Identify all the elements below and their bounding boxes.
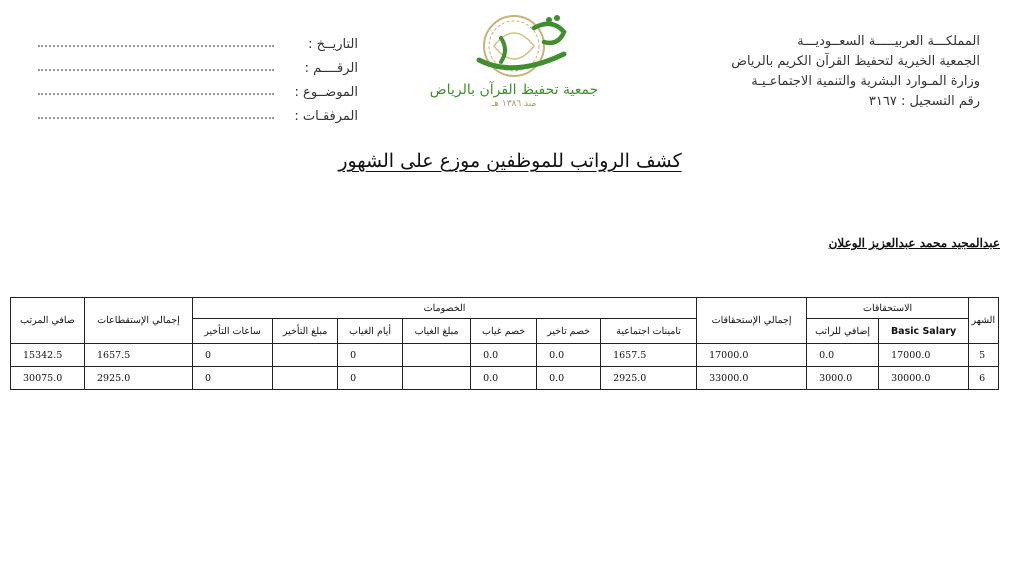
- cell-absence-amount: [403, 367, 471, 390]
- date-field: [38, 32, 358, 56]
- salary-table: [10, 297, 999, 390]
- document-title: كشف الرواتب للموظفين موزع على الشهور: [338, 150, 682, 172]
- logo-since: منذ ١٣٨٦ هـ: [491, 99, 537, 109]
- cell-absence-days: 0: [338, 344, 403, 367]
- cell-total-entitlements: 33000.0: [697, 367, 807, 390]
- cell-extra: 3000.0: [807, 367, 879, 390]
- cell-total-entitlements: 17000.0: [697, 344, 807, 367]
- cell-social: 2925.0: [601, 367, 697, 390]
- header-net-salary: صافي المرتب: [11, 298, 85, 344]
- cell-month: 5: [969, 344, 999, 367]
- date-dotted-line: [38, 45, 274, 47]
- subject-dotted-line: [38, 93, 274, 95]
- cell-late-hours: 0: [193, 344, 273, 367]
- attachments-label: المرفقـات :: [294, 108, 358, 124]
- attachments-field: [38, 104, 358, 128]
- subject-field: [38, 80, 358, 104]
- header-entitlements-group: الاستحقاقات: [807, 298, 969, 319]
- subject-label: الموضــوع :: [294, 84, 358, 100]
- header-late-hours: ساعات التأخير: [193, 319, 273, 344]
- logo-org-name: جمعية تحفيظ القرآن بالرياض: [429, 82, 599, 98]
- header-extra-salary: إضافي للراتب: [807, 319, 879, 344]
- header-basic-salary: Basic Salary: [879, 319, 969, 344]
- letterhead-institution: [650, 32, 980, 112]
- cell-basic: 30000.0: [879, 367, 969, 390]
- cell-month: 6: [969, 367, 999, 390]
- cell-absence-days: 0: [338, 367, 403, 390]
- cell-extra: 0.0: [807, 344, 879, 367]
- letterhead-fields: [38, 32, 358, 128]
- letterhead-line: وزارة المـوارد البشرية والتنمية الاجتماعـيـة: [751, 74, 980, 89]
- header-absence-deduction: خصم غياب: [471, 319, 537, 344]
- header-late-deduction: خصم تاخير: [537, 319, 601, 344]
- cell-late-deduction: 0.0: [537, 367, 601, 390]
- cell-late-hours: 0: [193, 367, 273, 390]
- cell-net: 30075.0: [11, 367, 85, 390]
- letterhead-line: الجمعية الخيرية لتحفيظ القرآن الكريم بالرياض: [731, 54, 980, 69]
- number-field: [38, 56, 358, 80]
- registration-number: رقم التسجيل : ٣١٦٧: [868, 94, 980, 109]
- number-label: الرقــــم :: [304, 60, 358, 76]
- attachments-dotted-line: [38, 117, 274, 119]
- cell-basic: 17000.0: [879, 344, 969, 367]
- cell-absence-deduction: 0.0: [471, 344, 537, 367]
- cell-social: 1657.5: [601, 344, 697, 367]
- header-late-amount: مبلغ التأخير: [273, 319, 338, 344]
- cell-total-deductions: 2925.0: [85, 367, 193, 390]
- cell-absence-deduction: 0.0: [471, 367, 537, 390]
- header-absence-amount: مبلغ الغياب: [403, 319, 471, 344]
- header-total-entitlements: إجمالي الإستحقاقات: [697, 298, 807, 344]
- header-total-deductions: إجمالي الإستقطاعات: [85, 298, 193, 344]
- header-deductions-group: الخصومات: [193, 298, 697, 319]
- table-row: [11, 367, 999, 390]
- header-social-insurance: تامينات اجتماعية: [601, 319, 697, 344]
- logo-emblem-icon: [439, 8, 589, 84]
- letterhead-line: المملكـــة العربيـــــة السعــوديـــة: [797, 34, 980, 49]
- table-row: [11, 344, 999, 367]
- cell-late-amount: [273, 344, 338, 367]
- cell-late-amount: [273, 367, 338, 390]
- header-absence-days: أيام الغياب: [338, 319, 403, 344]
- cell-net: 15342.5: [11, 344, 85, 367]
- date-label: التاريــخ :: [308, 36, 358, 52]
- cell-late-deduction: 0.0: [537, 344, 601, 367]
- employee-name: عبدالمجيد محمد عبدالعزيز الوعلان: [828, 236, 1000, 250]
- association-logo: [398, 8, 630, 123]
- number-dotted-line: [38, 69, 274, 71]
- header-month: الشهر: [969, 298, 999, 344]
- table-header-row: [11, 298, 999, 319]
- cell-total-deductions: 1657.5: [85, 344, 193, 367]
- cell-absence-amount: [403, 344, 471, 367]
